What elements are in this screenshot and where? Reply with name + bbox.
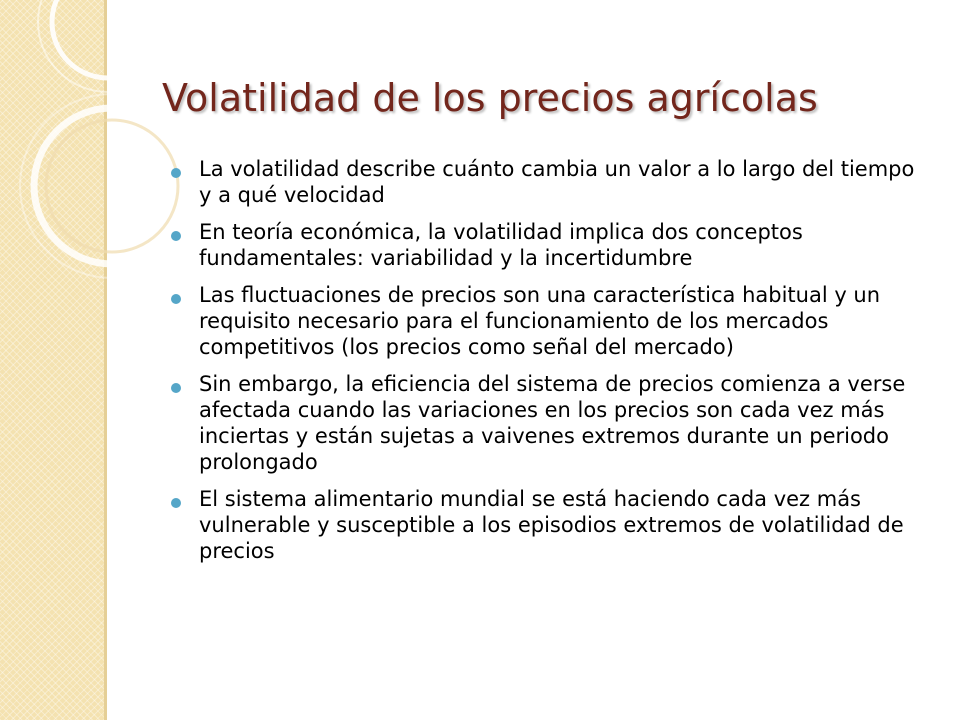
bullet-text: La volatilidad describe cuánto cambia un valor a lo largo del tiempo y a qué velocidad: [199, 157, 915, 207]
bullet-item: [171, 282, 931, 360]
bullet-icon: [171, 294, 181, 304]
bullet-text: El sistema alimentario mundial se está haciendo cada vez más vulnerable y susceptible a los episodios extremos de volatilidad de precios: [199, 487, 904, 563]
bullet-icon: [171, 231, 181, 241]
bullet-item: [171, 371, 931, 475]
bullet-icon: [171, 383, 181, 393]
bullet-item: [171, 486, 931, 564]
bullet-text: Las fluctuaciones de precios son una característica habitual y un requisito necesario para el funcionamiento de los mercados competitivos (los precios como señal del mercado): [199, 283, 881, 359]
bullet-item: [171, 156, 931, 208]
bullet-text: Sin embargo, la eficiencia del sistema de precios comienza a verse afectada cuando las variaciones en los precios son cada vez más inciertas y están sujetas a vaivenes extremos durante un periodo prolongado: [199, 372, 906, 474]
bullet-item: [171, 219, 931, 271]
bullet-icon: [171, 498, 181, 508]
bullet-list: [171, 156, 931, 575]
bullet-icon: [171, 168, 181, 178]
bullet-text: En teoría económica, la volatilidad implica dos conceptos fundamentales: variabilidad y la incertidumbre: [199, 220, 803, 270]
decorative-circles: [0, 0, 200, 320]
slide-title: Volatilidad de los precios agrícolas: [162, 76, 818, 120]
